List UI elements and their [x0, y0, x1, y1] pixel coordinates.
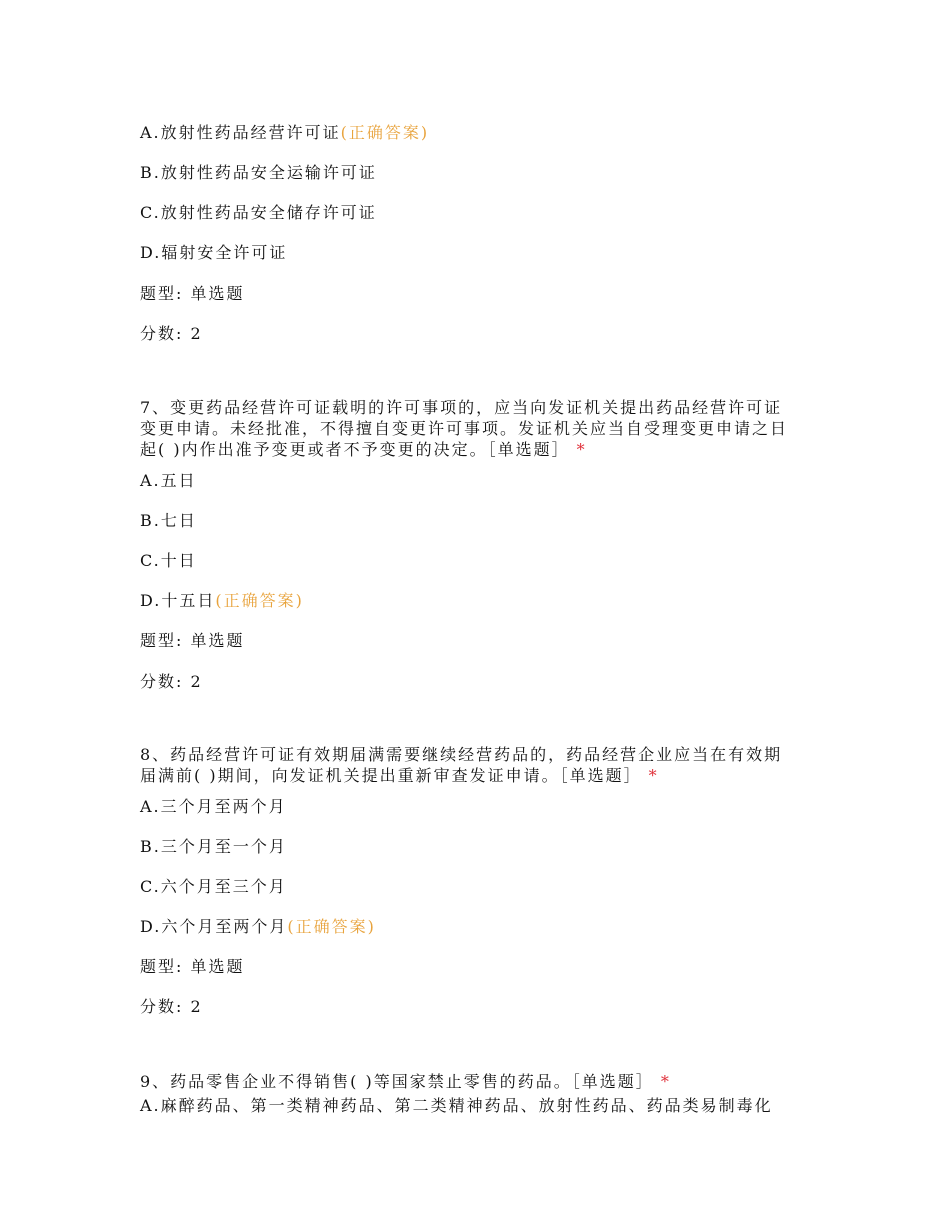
question-line: 7、变更药品经营许可证载明的许可事项的，应当向发证机关提出药品经营许可证: [140, 398, 783, 417]
question-score: 分数: 2: [140, 997, 203, 1016]
option-c: [140, 203, 377, 223]
option-text: D.六个月至两个月: [140, 917, 288, 936]
option-b: [140, 163, 377, 183]
option-a: [140, 123, 429, 143]
option-a: [140, 471, 197, 491]
required-mark: *: [648, 766, 657, 785]
option-text: D.十五日: [140, 591, 216, 610]
question-line: 起( )内作出准予变更或者不予变更的决定。［单选题］ *: [140, 440, 585, 459]
question-type: 题型: 单选题: [140, 284, 245, 303]
question-line: 8、药品经营许可证有效期届满需要继续经营药品的，药品经营企业应当在有效期: [140, 745, 783, 764]
option-text: A.放射性药品经营许可证: [140, 123, 341, 142]
option-text: C.六个月至三个月: [140, 877, 287, 896]
option-c: [140, 877, 287, 897]
option-text: B.放射性药品安全运输许可证: [140, 163, 377, 182]
option-text: D.辐射安全许可证: [140, 243, 288, 262]
option-text: A.三个月至两个月: [140, 797, 287, 816]
question-type: 题型: 单选题: [140, 631, 245, 650]
correct-answer-mark: (正确答案): [340, 123, 430, 142]
option-a: [140, 797, 287, 817]
option-d: [140, 591, 304, 611]
question-type: 题型: 单选题: [140, 957, 245, 976]
option-d: [140, 917, 376, 937]
option-a: [140, 1096, 773, 1116]
option-text: A.麻醉药品、第一类精神药品、第二类精神药品、放射性药品、药品类易制毒化: [140, 1096, 773, 1115]
required-mark: *: [660, 1072, 669, 1091]
option-d: [140, 243, 287, 263]
question-9-text: [140, 1071, 830, 1092]
question-7-text: [140, 397, 830, 460]
required-mark: *: [576, 440, 585, 459]
option-b: [140, 511, 197, 531]
option-text: C.放射性药品安全储存许可证: [140, 203, 377, 222]
question-line: 9、药品零售企业不得销售( )等国家禁止零售的药品。［单选题］ *: [140, 1072, 669, 1091]
option-c: [140, 551, 197, 571]
option-text: B.三个月至一个月: [140, 837, 287, 856]
question-line: 届满前( )期间，向发证机关提出重新审查发证申请。［单选题］ *: [140, 766, 657, 785]
option-text: C.十日: [140, 551, 197, 570]
question-score: 分数: 2: [140, 324, 203, 343]
question-8-text: [140, 744, 830, 786]
correct-answer-mark: (正确答案): [287, 917, 376, 936]
option-b: [140, 837, 287, 857]
option-text: B.七日: [140, 511, 197, 530]
question-line: 变更申请。未经批准，不得擅自变更许可事项。发证机关应当自受理变更申请之日: [140, 419, 789, 438]
correct-answer-mark: (正确答案): [215, 591, 304, 610]
option-text: A.五日: [140, 471, 197, 490]
question-score: 分数: 2: [140, 672, 203, 691]
